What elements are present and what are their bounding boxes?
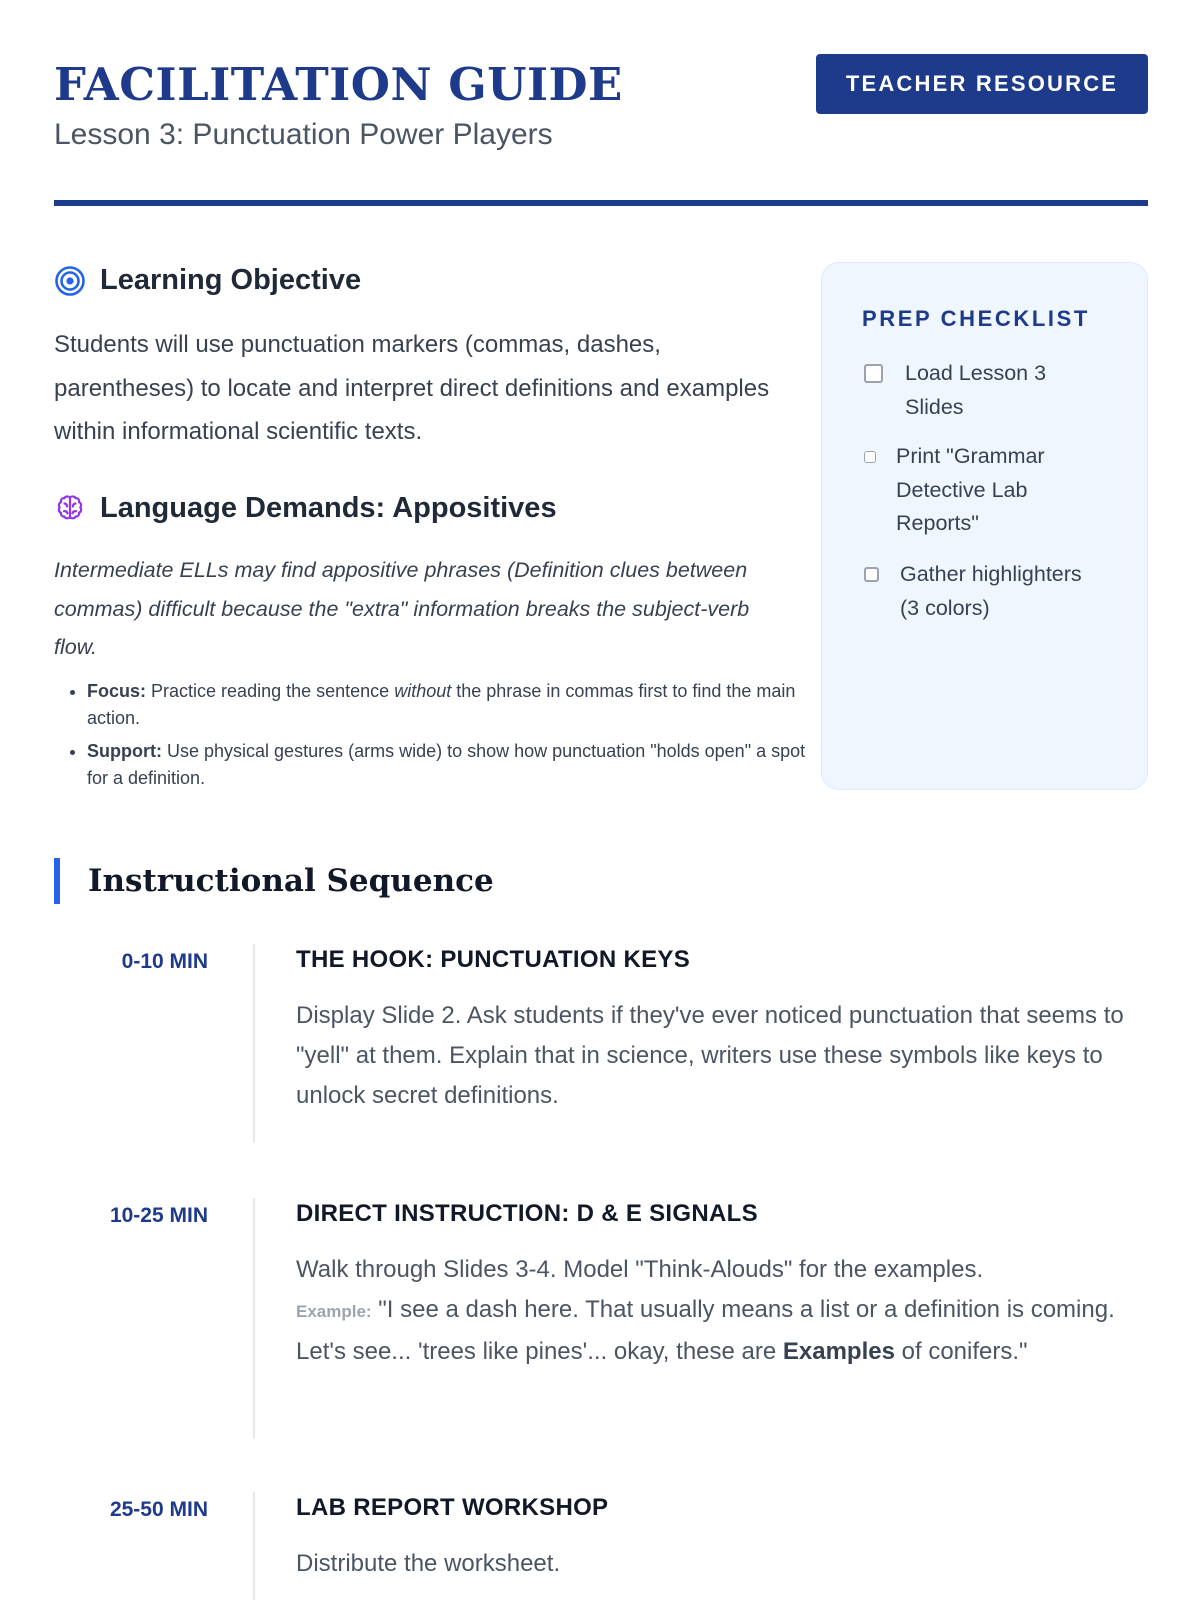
timeline-line: [253, 1198, 255, 1438]
instructional-sequence-title: Instructional Sequence: [88, 863, 494, 899]
checklist-item-label: [896, 440, 1045, 541]
prep-checklist-title: PREP CHECKLIST: [862, 306, 1090, 331]
timeline-line: [253, 1492, 255, 1600]
sequence-step-hook: [54, 944, 1148, 1144]
page-title: FACILITATION GUIDE: [54, 58, 623, 111]
list-item: [87, 738, 807, 791]
page-header: [54, 0, 1148, 210]
sequence-step-lab-report: [54, 1492, 1148, 1600]
checklist-item-line: Print "Grammar: [896, 444, 1045, 468]
step-title: LAB REPORT WORKSHOP: [296, 1494, 609, 1521]
sequence-step-direct-instruction: [54, 1198, 1148, 1438]
instructional-sequence-heading: [54, 858, 494, 904]
prep-checklist-card: [821, 262, 1148, 790]
focus-emphasis: without: [394, 681, 452, 701]
step-time: 10-25 MIN: [109, 1204, 208, 1227]
checklist-item-line: Gather highlighters: [900, 562, 1082, 586]
checklist-item-line: Detective Lab: [896, 477, 1028, 502]
learning-objective-title: Learning Objective: [100, 264, 362, 296]
language-demands-title: Language Demands: Appositives: [100, 492, 557, 524]
checklist-item-gather-highlighters[interactable]: [864, 558, 1082, 625]
brain-icon: [54, 493, 86, 525]
step-body: Distribute the worksheet.: [296, 1550, 561, 1577]
step-body: Display Slide 2. Ask students if they've ever noticed punctuation that seems to "yell" at them. Explain that in science, writers use these symbols like keys to unlock secret definitions.: [296, 1002, 1124, 1109]
checkbox[interactable]: [864, 364, 883, 383]
step-body: [296, 1250, 1126, 1372]
learning-objective-heading: [54, 264, 361, 297]
checklist-item-label: [905, 357, 1046, 424]
language-demands-list: [54, 678, 807, 798]
checklist-item-line: Load Lesson 3: [905, 361, 1047, 385]
step-body-intro: Walk through Slides 3-4. Model "Think-Alouds" for the examples.: [296, 1256, 984, 1283]
step-time: 25-50 MIN: [109, 1498, 208, 1521]
example-emphasis: Examples: [782, 1338, 895, 1365]
checklist-item-load-slides[interactable]: [864, 357, 1046, 424]
focus-text-before: Practice reading the sentence: [151, 681, 390, 701]
learning-objective-text: Students will use punctuation markers (commas, dashes, parentheses) to locate and interpret direct definitions and examples within informational scientific texts.: [54, 331, 770, 445]
checkbox[interactable]: [864, 567, 879, 582]
checklist-item-line: Slides: [905, 394, 964, 419]
checkbox[interactable]: [864, 451, 876, 463]
step-title: THE HOOK: PUNCTUATION KEYS: [296, 946, 691, 973]
page-subtitle: Lesson 3: Punctuation Power Players: [54, 118, 553, 151]
checklist-item-label: [900, 558, 1082, 625]
accent-bar: [54, 858, 60, 904]
support-text: Use physical gestures (arms wide) to show how punctuation "holds open" a spot for a definition.: [87, 741, 806, 788]
focus-label: Focus:: [87, 681, 147, 701]
example-text-before: "I see a dash here. That usually means a list or a definition is coming. Let's see... 'trees like pines'... okay, these are: [296, 1296, 1115, 1365]
timeline-line: [253, 944, 255, 1142]
example-label: Example:: [296, 1302, 372, 1321]
focus-text-after: the phrase in commas first to find the main action.: [87, 681, 796, 728]
facilitation-guide-page: [54, 0, 1148, 1600]
target-icon: [54, 265, 86, 297]
list-item: [87, 678, 807, 731]
checklist-item-print-reports[interactable]: [864, 440, 1045, 541]
teacher-resource-badge: TEACHER RESOURCE: [816, 54, 1148, 114]
step-time: 0-10 MIN: [121, 950, 208, 973]
step-title: DIRECT INSTRUCTION: D & E SIGNALS: [296, 1200, 758, 1227]
header-divider: [54, 200, 1148, 206]
support-label: Support:: [87, 741, 162, 761]
checklist-item-line: (3 colors): [900, 595, 990, 620]
language-demands-heading: [54, 492, 557, 525]
example-text-after: of conifers.": [901, 1338, 1028, 1365]
checklist-item-line: Reports": [896, 511, 979, 535]
language-demands-intro: Intermediate ELLs may find appositive phrases (Definition clues between commas) difficult because the "extra" information breaks the subject-verb flow.: [54, 558, 750, 659]
